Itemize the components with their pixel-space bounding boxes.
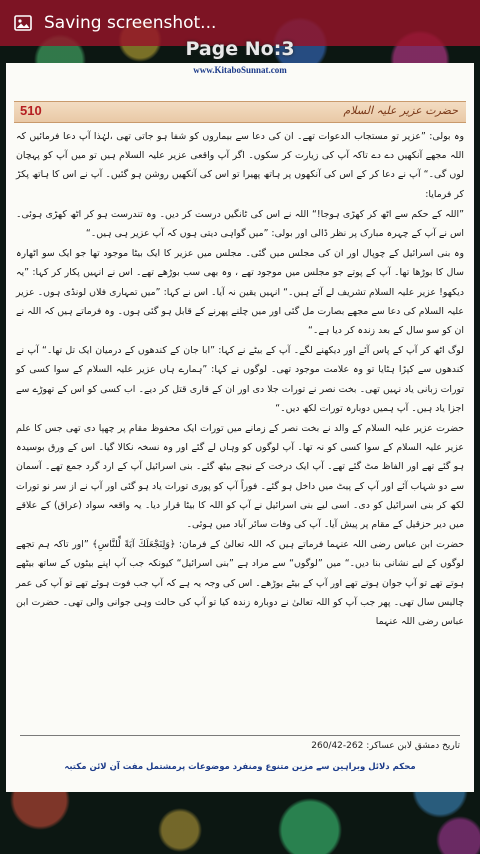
paragraph: وہ بولی: ”عزیر تو مستجاب الدعوات تھے۔ ان کی دعا سے بیماروں کو شفا ہو جاتی تھی ،لہٰذا آپ دعا فرمائیں کہ اللہ مجھے آنکھیں دے دے تاکہ آپ کی زیارت کر سکوں۔ اگر آپ واقعی عزیر علیہ السلام ہیں تو میں آپ کو پہچان لوں گی۔“ آپ نے دعا کر کے اس کی آنکھوں پر ہاتھ پھیرا تو اس کی آنکھیں روشن ہو گئیں۔ آپ نے اس کا ہاتھ پکڑ کر فرمایا: (16, 131, 464, 200)
footnote-divider (20, 735, 460, 736)
paragraph: لوگ اٹھ کر آپ کے پاس آئے اور دیکھنے لگے۔ آپ کے بیٹے نے کہا: ”ابا جان کے کندھوں کے درمیان ایک تل تھا۔“ آپ نے کندھوں سے کپڑا ہٹایا تو وہ علامت موجود تھی۔ لوگوں نے کہا: ”ہمارے ہاں عزیر علیہ السلام کے سوا کسی کو تورات زبانی یاد نہیں تھی۔ بخت نصر نے تورات جلا دی اور ان کے قاری قتل کر دیے۔ اب کسی کو اس کے تھوڑے سے اجزا یاد ہیں۔ آپ ہمیں دوبارہ تورات لکھ دیں۔“ (16, 345, 464, 414)
running-title: حضرت عزیر علیہ السلام (343, 104, 458, 117)
footer-line: محکم دلائل وبراہین سے مزین متنوع ومنفرد موضوعات پرمشتمل مفت آن لائن مکتبہ (64, 762, 416, 772)
paragraph: وہ بنی اسرائیل کے چوپال اور ان کی مجلس میں گئی۔ مجلس میں عزیر کا ایک بیٹا موجود تھا جو ایک سو اٹھارہ سال کا بوڑھا تھا۔ آپ کے پوتے جو مجلس میں موجود تھے ، وہ بھی سب بوڑھے تھے۔ اس نے انہیں پکار کر کہا: ”یہ دیکھو! عزیر علیہ السلام تشریف لے آئے ہیں۔“ انہیں یقین نہ آیا۔ اس نے کہا: ”میں تمہاری فلاں لونڈی ہوں۔ عزیر علیہ السلام کی دعا سے مجھے بصارت مل گئی اور میں چلنے پھرنے کے قابل ہو گئی ہوں۔ وہ فرماتے ہیں کہ اللہ نے ان کو سو سال کے بعد زندہ کر دیا ہے۔“ (16, 248, 464, 337)
document-body (16, 127, 464, 632)
page-number: 510 (20, 103, 42, 118)
status-text: Saving screenshot... (44, 13, 217, 33)
page-header (14, 101, 466, 123)
document-page[interactable] (6, 63, 474, 792)
paragraph: حضرت ابن عباس رضی اللہ عنہما فرماتے ہیں کہ اللہ تعالیٰ کے فرمان: ﴿وَلِنَجْعَلَكَ آيَةً لِّلنَّاسِ﴾ ”اور تاکہ ہم تجھے لوگوں کے لیے نشانی بنا دیں۔“ میں ”لوگوں“ سے مراد ہے ”بنی اسرائیل“ کیونکہ جب آپ اپنے بیٹوں کے ساتھ بیٹھے ہوتے تھے تو آپ جوان ہوتے تھے اور آپ کے بیٹے بوڑھے۔ اس کی وجہ یہ ہے کہ آپ جب فوت ہوئے تھے تو آپ کی عمر چالیس سال تھی۔ پھر جب آپ کو اللہ تعالیٰ نے دوبارہ زندہ کیا تو آپ کی حالت وہی جوانی والی تھی۔ حضرت ابن عباس رضی اللہ عنہما (16, 539, 464, 628)
paragraph: حضرت عزیر علیہ السلام کے والد نے بخت نصر کے زمانے میں تورات ایک محفوظ مقام پر چھپا دی تھی جس کا علم عزیر علیہ السلام کے سوا کسی کو نہ تھا۔ آپ لوگوں کو وہاں لے گئے اور وہ نسخہ نکالا گیا۔ اس کے ورق بوسیدہ ہو گئے تھے اور الفاظ مٹ گئے تھے۔ آپ ایک درخت کے نیچے بیٹھ گئے۔ بنی اسرائیل آپ کے ارد گرد جمع تھے۔ آسمان سے دو شہاب آئے اور آپ کے پیٹ میں داخل ہو گئے۔ فوراً آپ کو پوری تورات یاد ہو گئی اور آپ نے از سر نو تورات لکھ کر بنی اسرائیل کو دی۔ اسی لیے بنی اسرائیل نے آپ کو اللہ کا بیٹا قرار دیا۔ یہ واقعہ سواد (عراق) کے علاقے میں دیر حزقیل کے مقام پر پیش آیا۔ آپ کی وفات سائر آباد میں ہوئی۔ (16, 423, 464, 531)
image-icon (14, 15, 32, 31)
footnote: تاریخ دمشق لابن عساکر: 262-260/42 (311, 741, 460, 751)
paragraph: ”اللہ کے حکم سے اٹھ کر کھڑی ہوجا!“ اللہ نے اس کی ٹانگیں درست کر دیں۔ وہ تندرست ہو کر اٹھ کھڑی ہوئی۔ اس نے آپ کے چہرہ مبارک پر نظر ڈالی اور بولی: ”میں گواہی دیتی ہوں کہ آپ عزیر ہی ہیں۔“ (16, 208, 464, 240)
site-url: www.KitaboSunnat.com (193, 65, 287, 75)
page-number-label: Page No:3 (185, 38, 295, 60)
